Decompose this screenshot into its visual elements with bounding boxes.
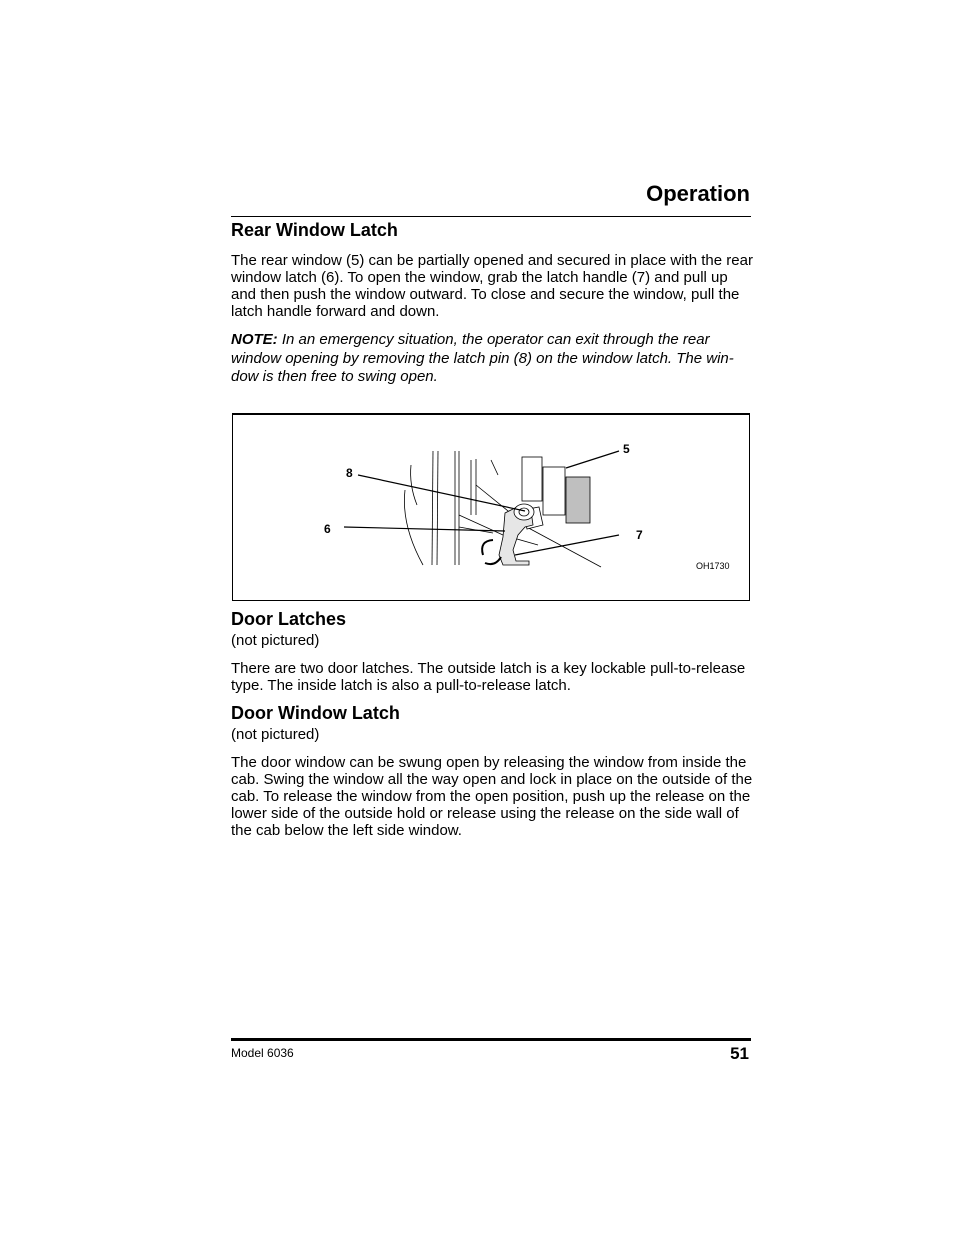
leader-line-8 bbox=[358, 475, 525, 511]
frame-line bbox=[437, 451, 438, 565]
door-latches-heading: Door Latches bbox=[231, 609, 347, 629]
callout-8: 8 bbox=[346, 466, 353, 480]
rear-window-latch-heading: Rear Window Latch bbox=[231, 220, 398, 240]
door-latches-body: There are two door latches. The outside latch is a key lockable pull-to-release type. The inside latch is also a pull-to-release latch. bbox=[231, 660, 746, 694]
callout-7: 7 bbox=[636, 528, 643, 542]
note-label: NOTE: bbox=[231, 331, 278, 348]
footer-model: Model 6036 bbox=[231, 1046, 294, 1060]
callout-6: 6 bbox=[324, 522, 331, 536]
frame-line bbox=[491, 460, 498, 475]
latch-illustration bbox=[233, 415, 749, 600]
leader-line-5 bbox=[566, 451, 619, 468]
frame-line bbox=[459, 515, 503, 535]
callout-5: 5 bbox=[623, 442, 630, 456]
decal-panel bbox=[566, 477, 590, 523]
leader-line-6 bbox=[344, 527, 505, 531]
door-window-latch-body: The door window can be swung open by releasing the window from inside the cab. Swing the window all the way open and lock in place on the outside of the cab. To release the window from the open position, push up the release on the lower side of the outside hold or release using the release on the side wall of the cab below the left side window. bbox=[231, 754, 753, 839]
note-text: In an emergency situation, the operator can exit through the rear window opening by removing the latch pin (8) on the window latch. The win-dow is then free to swing open. bbox=[231, 331, 734, 385]
door-latches-subnote: (not pictured) bbox=[231, 632, 320, 649]
rotation-arrow bbox=[482, 540, 493, 555]
footer-divider bbox=[231, 1038, 751, 1041]
rear-window-note bbox=[231, 331, 753, 387]
decal-panel bbox=[522, 457, 542, 501]
figure-id: OH1730 bbox=[696, 561, 730, 571]
rear-window-latch-body: The rear window (5) can be partially opened and secured in place with the rear window latch (6). To open the window, grab the latch handle (7) and pull up and then push the window outward. To close and secure the window, pull the latch handle forward and down. bbox=[231, 252, 753, 320]
frame-line bbox=[476, 485, 513, 515]
header-divider bbox=[231, 216, 751, 217]
page-number: 51 bbox=[730, 1044, 749, 1063]
decal-panel bbox=[543, 467, 565, 515]
frame-curve bbox=[411, 465, 417, 505]
rear-window-latch-figure bbox=[232, 413, 750, 601]
leader-line-7 bbox=[515, 535, 619, 555]
page-section-title: Operation bbox=[646, 181, 750, 206]
latch-pin bbox=[514, 504, 534, 520]
door-window-latch-subnote: (not pictured) bbox=[231, 726, 320, 743]
frame-line bbox=[432, 451, 433, 565]
frame-curve bbox=[404, 490, 423, 565]
rotation-arrow bbox=[485, 557, 501, 564]
door-window-latch-heading: Door Window Latch bbox=[231, 703, 400, 723]
